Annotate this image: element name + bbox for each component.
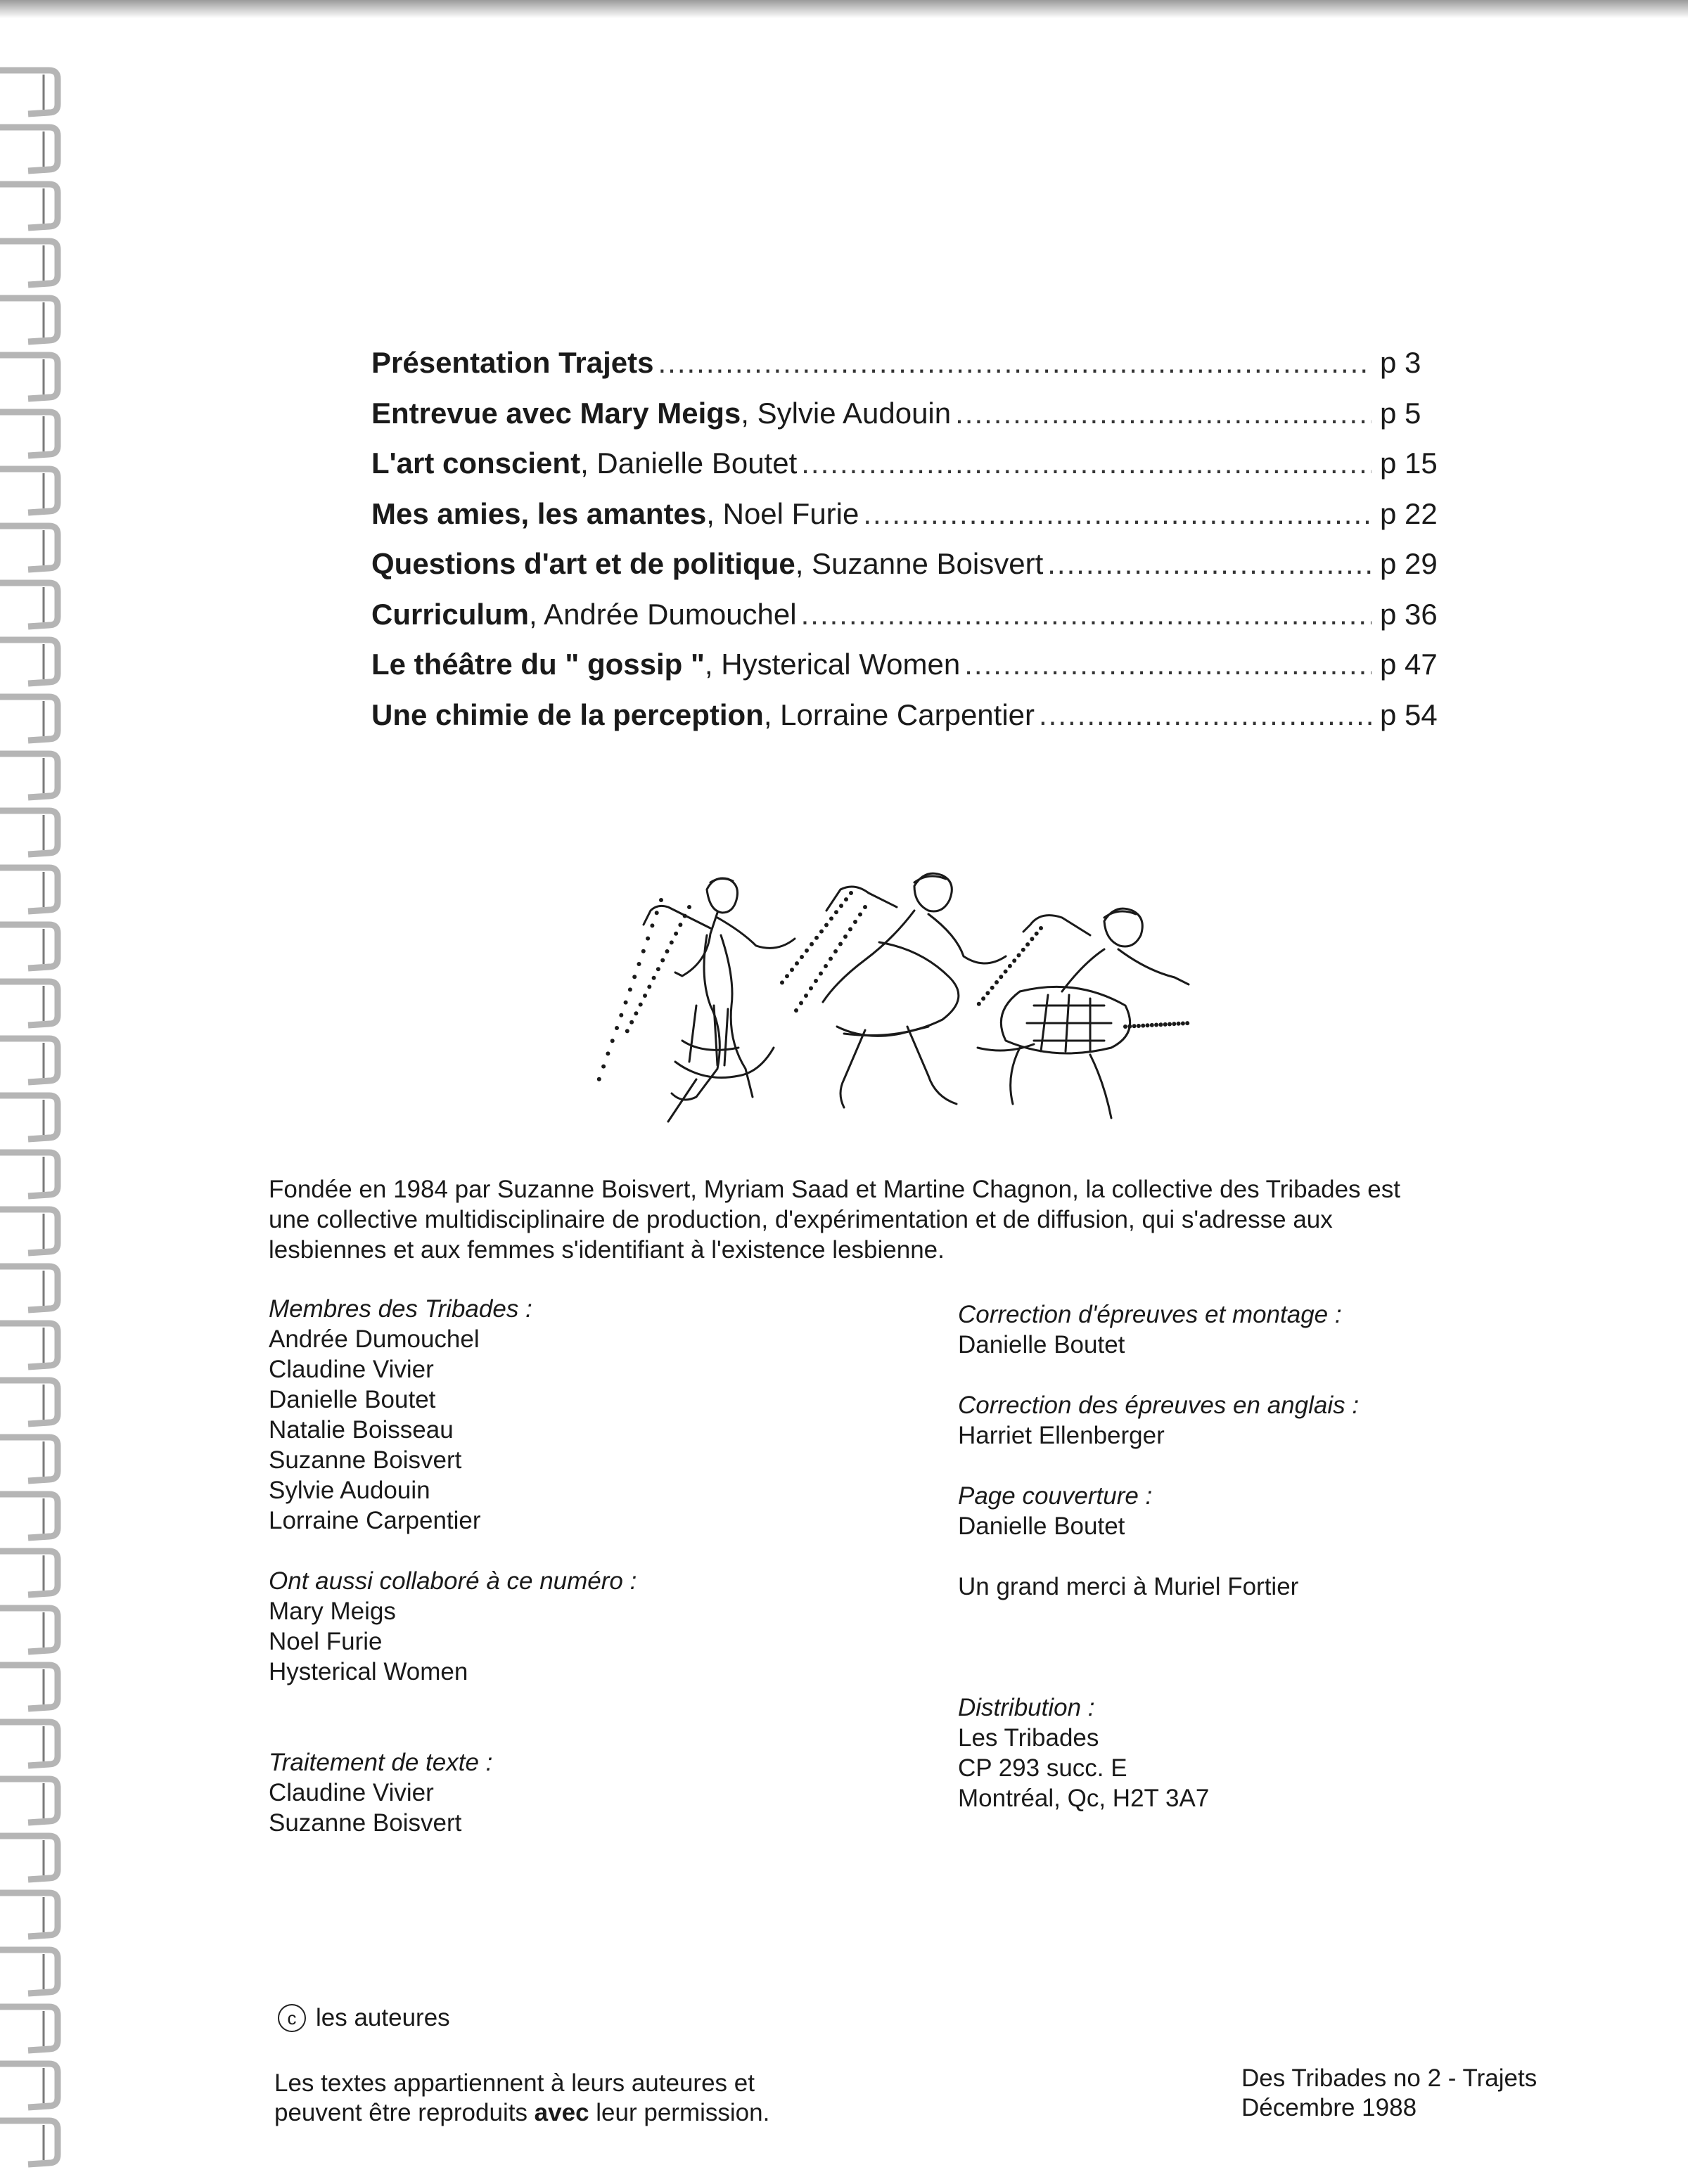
binding-ring <box>0 925 58 968</box>
figure-middle <box>823 873 1006 1107</box>
trail-dot <box>794 1008 798 1013</box>
binding-ring <box>0 1722 58 1766</box>
toc-entry <box>371 639 1447 690</box>
trail-dot <box>834 910 838 914</box>
trail-dot <box>863 905 867 909</box>
trail-dot <box>1123 1024 1127 1029</box>
binding-ring <box>0 1266 58 1310</box>
trail-dot <box>615 1026 619 1030</box>
binding-ring <box>0 1608 58 1652</box>
binding-ring <box>0 1494 58 1538</box>
trail-dot <box>683 914 687 918</box>
thanks-text: Un grand merci à Muriel Fortier <box>958 1573 1299 1600</box>
binding-ring <box>0 2007 58 2050</box>
toc-author: , Lorraine Carpentier <box>763 698 1035 731</box>
trail-dot <box>646 937 650 941</box>
trail-dot <box>977 1002 981 1006</box>
binding-ring <box>0 2121 58 2164</box>
trail-dot <box>990 986 995 990</box>
trail-dot <box>824 964 828 968</box>
member-name: Natalie Boisseau <box>269 1416 454 1444</box>
trail-dot <box>1017 953 1021 958</box>
toc-page: p 22 <box>1380 496 1438 530</box>
trail-dot <box>637 962 641 966</box>
binding-ring <box>0 355 58 399</box>
trail-dot <box>628 987 632 991</box>
english-proofreading-heading: Correction des épreuves en anglais : <box>958 1392 1360 1419</box>
cover-name: Danielle Boutet <box>958 1512 1125 1540</box>
trail-dot <box>819 930 824 934</box>
trail-dot <box>1030 937 1034 941</box>
trail-dot <box>814 979 818 983</box>
trail-dot <box>829 916 833 920</box>
trail-dot <box>1154 1023 1158 1027</box>
trail-dot <box>634 1011 638 1015</box>
toc-leader <box>801 589 1372 640</box>
trail-dot <box>1146 1023 1150 1027</box>
trail-dot <box>650 923 654 927</box>
distribution-line: CP 293 succ. E <box>958 1754 1127 1782</box>
table-of-contents <box>371 338 1447 740</box>
trail-dot <box>1012 958 1016 963</box>
toc-leader <box>955 388 1372 439</box>
rights-line <box>274 2098 978 2128</box>
binding-ring <box>0 1551 58 1595</box>
binding-ring <box>0 868 58 911</box>
trail-dot <box>843 934 848 939</box>
word-processing-name: Claudine Vivier <box>269 1779 434 1806</box>
binding-ring <box>0 754 58 797</box>
members-heading: Membres des Tribades : <box>269 1295 532 1323</box>
toc-entry <box>371 539 1447 589</box>
cover-block <box>958 1481 1577 1541</box>
toc-page: p 47 <box>1380 648 1438 681</box>
trail-dot <box>844 897 848 901</box>
rights-text: leur permission. <box>589 2099 770 2126</box>
binding-ring <box>0 298 58 342</box>
trail-dot <box>1181 1021 1185 1025</box>
rights-line: Les textes appartiennent à leurs auteures et <box>274 2069 755 2097</box>
binding-ring <box>0 1209 58 1253</box>
trail-dot <box>652 976 656 980</box>
binding-ring <box>0 1152 58 1196</box>
toc-author: , Hysterical Women <box>704 648 961 681</box>
toc-entry <box>371 489 1447 539</box>
toc-author: , Noel Furie <box>706 496 859 530</box>
contributor-name: Noel Furie <box>269 1628 383 1655</box>
binding-ring <box>0 1039 58 1082</box>
toc-entry <box>371 338 1447 388</box>
trail-dot <box>1004 970 1008 974</box>
binding-ring <box>0 982 58 1025</box>
toc-leader <box>658 338 1372 388</box>
trail-dot <box>687 905 691 909</box>
trail-dot <box>785 974 789 978</box>
distribution-heading: Distribution : <box>958 1694 1095 1721</box>
trail-dot <box>1185 1021 1189 1025</box>
binding-ring <box>0 1323 58 1367</box>
trail-dot <box>995 980 999 984</box>
trail-dot <box>1141 1024 1145 1028</box>
binding-ring <box>0 583 58 627</box>
binding-ring <box>0 1665 58 1709</box>
english-proofreading-name: Harriet Ellenberger <box>958 1422 1165 1449</box>
trail-dot <box>1132 1024 1137 1028</box>
trail-dot <box>858 913 862 917</box>
copyright-text: les auteures <box>316 2004 450 2031</box>
trail-dot <box>1137 1024 1141 1028</box>
toc-title: Une chimie de la perception <box>371 698 764 731</box>
toc-leader <box>863 489 1372 539</box>
word-processing-name: Suzanne Boisvert <box>269 1809 462 1837</box>
figure-left <box>644 878 795 1122</box>
trail-dot <box>601 1065 606 1069</box>
contributor-name: Mary Meigs <box>269 1598 396 1625</box>
toc-page: p 15 <box>1380 447 1438 480</box>
trail-dot <box>1021 948 1025 952</box>
credits-left-column <box>269 1294 831 1868</box>
distribution-block <box>958 1692 1577 1813</box>
running-women-illustration <box>584 851 1196 1132</box>
binding-ring <box>0 412 58 456</box>
word-processing-block <box>269 1747 831 1838</box>
trail-dot <box>1039 926 1043 930</box>
toc-entry <box>371 438 1447 489</box>
trail-dot <box>829 957 833 961</box>
trail-dot <box>824 923 829 927</box>
spiral-binding <box>0 42 77 2180</box>
trail-dot <box>619 1013 623 1017</box>
trail-dot <box>597 1077 601 1081</box>
binding-ring <box>0 526 58 570</box>
trail-dot <box>625 1029 629 1033</box>
trail-dot <box>670 940 674 944</box>
binding-ring <box>0 697 58 740</box>
trail-dot <box>678 923 682 927</box>
english-proofreading-block <box>958 1390 1577 1451</box>
rights-text: peuvent être reproduits <box>274 2099 535 2126</box>
trail-dot <box>780 980 784 984</box>
trail-dot <box>659 898 663 902</box>
binding-ring <box>0 1893 58 1936</box>
trail-dot <box>810 942 814 946</box>
distribution-line: Les Tribades <box>958 1724 1099 1752</box>
thanks-block <box>958 1572 1577 1602</box>
binding-ring <box>0 1950 58 1993</box>
binding-ring <box>0 811 58 854</box>
member-name: Sylvie Audouin <box>269 1477 430 1504</box>
trail-dot <box>1172 1022 1176 1026</box>
issue-title: Des Tribades no 2 - Trajets <box>1241 2064 1537 2092</box>
toc-entry <box>371 690 1447 740</box>
member-name: Danielle Boutet <box>269 1386 436 1413</box>
trail-dot <box>799 1001 803 1006</box>
binding-ring <box>0 1779 58 1823</box>
binding-ring <box>0 640 58 683</box>
trail-dot <box>839 904 843 908</box>
binding-ring <box>0 1380 58 1424</box>
toc-author: , Danielle Boutet <box>580 447 798 480</box>
proofreading-heading: Correction d'épreuves et montage : <box>958 1301 1342 1328</box>
toc-leader <box>964 639 1372 690</box>
binding-ring <box>0 70 58 114</box>
trail-dot <box>849 891 853 895</box>
toc-page: p 54 <box>1380 698 1438 731</box>
credits-right-column <box>958 1299 1577 1844</box>
members-block <box>269 1294 831 1536</box>
proofreading-block <box>958 1299 1577 1360</box>
trail-dot <box>1150 1023 1154 1027</box>
member-name: Lorraine Carpentier <box>269 1507 481 1534</box>
trail-dot <box>838 942 843 946</box>
trail-dot <box>1008 964 1012 968</box>
trail-dot <box>848 927 852 932</box>
toc-leader <box>801 438 1372 489</box>
toc-author: , Suzanne Boisvert <box>795 547 1044 580</box>
binding-ring <box>0 469 58 513</box>
figure-right <box>978 908 1189 1118</box>
trail-dot <box>1168 1022 1172 1027</box>
toc-leader <box>1039 690 1372 740</box>
trail-dot <box>809 987 813 991</box>
binding-ring <box>0 241 58 285</box>
binding-ring <box>0 2064 58 2107</box>
trail-dot <box>1025 942 1030 946</box>
trail-dot <box>665 949 670 953</box>
binding-ring <box>0 1096 58 1139</box>
trail-dot <box>999 975 1003 979</box>
distribution-line: Montréal, Qc, H2T 3A7 <box>958 1785 1210 1812</box>
rights-emphasis: avec <box>534 2099 589 2126</box>
member-name: Andrée Dumouchel <box>269 1325 480 1353</box>
contributors-block <box>269 1566 831 1687</box>
trail-dot <box>985 991 990 995</box>
binding-ring <box>0 184 58 228</box>
trail-dot <box>606 1051 610 1055</box>
trail-dot <box>981 996 985 1001</box>
cover-heading: Page couverture : <box>958 1482 1153 1510</box>
toc-title: Mes amies, les amantes <box>371 496 707 530</box>
proofreading-name: Danielle Boutet <box>958 1331 1125 1358</box>
dotted-trails <box>597 891 1189 1081</box>
collective-description: Fondée en 1984 par Suzanne Boisvert, Myriam Saad et Martine Chagnon, la collective des Tribades est une collective multidisciplinaire de production, d'expérimentation et de diffusion, qui s'adresse aux lesbiennes et aux femmes s'identifiant à l'existence lesbienne. <box>269 1176 1400 1264</box>
binding-ring <box>0 127 58 171</box>
trail-dot <box>795 961 799 965</box>
toc-page: p 3 <box>1380 346 1421 379</box>
trail-dot <box>800 955 804 959</box>
trail-dot <box>853 920 857 924</box>
word-processing-heading: Traitement de texte : <box>269 1749 493 1776</box>
trail-dot <box>804 994 808 998</box>
trail-dot <box>632 975 637 979</box>
toc-leader <box>1047 539 1372 589</box>
contributors-heading: Ont aussi collaboré à ce numéro : <box>269 1567 637 1595</box>
trail-dot <box>639 1003 643 1007</box>
trail-dot <box>1177 1022 1181 1026</box>
trail-dot <box>647 984 651 989</box>
trail-dot <box>1035 932 1039 936</box>
trail-dot <box>641 949 646 953</box>
member-name: Claudine Vivier <box>269 1356 434 1383</box>
trail-dot <box>655 911 659 915</box>
trail-dot <box>674 932 678 936</box>
copyright-notice <box>278 2003 450 2033</box>
toc-title: L'art conscient <box>371 447 581 480</box>
contributor-name: Hysterical Women <box>269 1658 468 1685</box>
trail-dot <box>610 1039 615 1043</box>
toc-author: , Andrée Dumouchel <box>529 597 797 631</box>
toc-entry <box>371 589 1447 640</box>
toc-entry <box>371 388 1447 439</box>
trail-dot <box>1158 1022 1163 1027</box>
binding-ring <box>0 1437 58 1481</box>
trail-dot <box>656 967 660 971</box>
copyright-icon: c <box>278 2004 306 2032</box>
toc-author: , Sylvie Audouin <box>741 396 952 430</box>
toc-title: Le théâtre du " gossip " <box>371 648 705 681</box>
trail-dot <box>1127 1024 1132 1029</box>
toc-title: Présentation Trajets <box>371 346 654 379</box>
trail-dot <box>814 936 819 940</box>
toc-page: p 36 <box>1380 597 1438 631</box>
trail-dot <box>805 949 809 953</box>
issue-info <box>1241 2064 1635 2123</box>
toc-page: p 5 <box>1380 396 1421 430</box>
trail-dot <box>819 972 823 976</box>
issue-date: Décembre 1988 <box>1241 2094 1417 2121</box>
toc-title: Entrevue avec Mary Meigs <box>371 396 741 430</box>
trail-dot <box>624 1001 628 1005</box>
toc-title: Questions d'art et de politique <box>371 547 795 580</box>
trail-dot <box>660 958 665 963</box>
trail-dot <box>643 994 647 998</box>
trail-dot <box>833 949 838 953</box>
trail-dot <box>1163 1022 1168 1027</box>
trail-dot <box>629 1020 634 1024</box>
member-name: Suzanne Boisvert <box>269 1446 462 1474</box>
binding-ring <box>0 1836 58 1880</box>
page-top-edge <box>0 0 1688 18</box>
trail-dot <box>790 968 794 972</box>
toc-title: Curriculum <box>371 597 530 631</box>
toc-page: p 29 <box>1380 547 1438 580</box>
rights-notice <box>274 2069 978 2128</box>
